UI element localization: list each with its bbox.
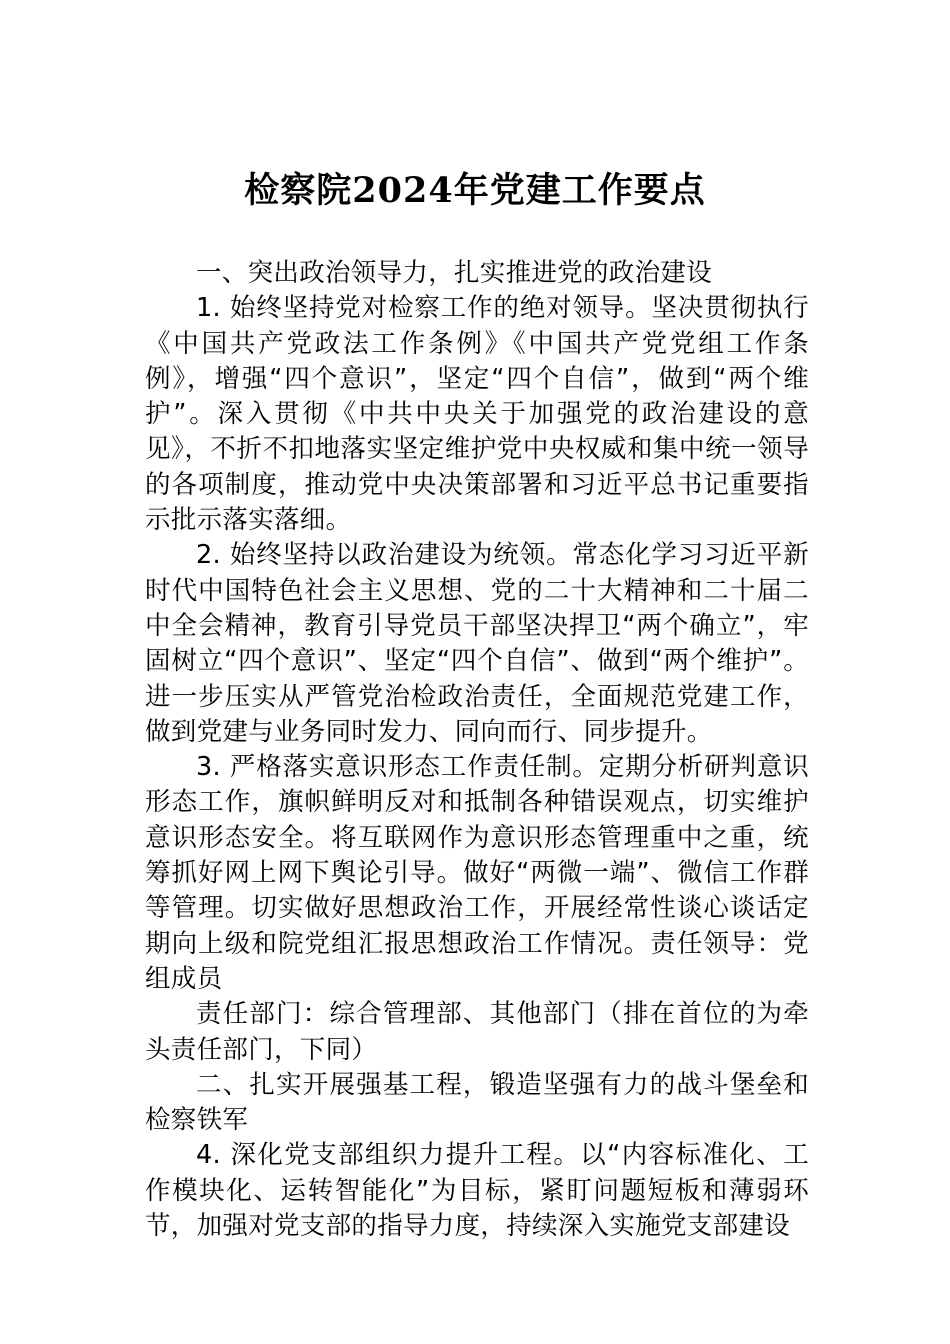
responsible-departments: 责任部门：综合管理部、其他部门（排在首位的为牵头责任部门，下同） [145, 999, 809, 1065]
paragraph-item-3: 3. 严格落实意识形态工作责任制。定期分析研判意识形态工作，旗帜鲜明反对和抵制各种错误观点，切实维护意识形态安全。将互联网作为意识形态管理重中之重，统筹抓好网上网下舆论引导。做好“两微一端”、微信工作群等管理。切实做好思想政治工作，开展经常性谈心谈话定期向上级和院党组汇报思想政治工作情况。责任领导：党组成员 [145, 752, 809, 994]
paragraph-item-1: 1. 始终坚持党对检察工作的绝对领导。坚决贯彻执行《中国共产党政法工作条例》《中国共产党党组工作条例》，增强“四个意识”，坚定“四个自信”，做到“两个维护”。深入贯彻《中共中央关于加强党的政治建设的意见》，不折不扣地落实坚定维护党中央权威和集中统一领导的各项制度，推动党中央决策部署和习近平总书记重要指示批示落实落细。 [145, 293, 809, 536]
document-title: 检察院2024年党建工作要点 [244, 170, 706, 211]
paragraph-item-2: 2. 始终坚持以政治建设为统领。常态化学习习近平新时代中国特色社会主义思想、党的二十大精神和二十届二中全会精神，教育引导党员干部坚决捍卫“两个确立”，牢固树立“四个意识”、坚定“四个自信”、做到“两个维护”。进一步压实从严管党治检政治责任，全面规范党建工作，做到党建与业务同时发力、同向而行、同步提升。 [145, 540, 809, 747]
document-body [145, 256, 809, 1244]
section-heading-2: 二、扎实开展强基工程，锻造坚强有力的战斗堡垒和检察铁军 [145, 1069, 809, 1136]
section-heading-1: 一、突出政治领导力，扎实推进党的政治建设 [196, 258, 713, 288]
paragraph-item-4: 4. 深化党支部组织力提升工程。以“内容标准化、工作模块化、运转智能化”为目标，紧盯问题短板和薄弱环节，加强对党支部的指导力度，持续深入实施党支部建设 [145, 1140, 809, 1242]
